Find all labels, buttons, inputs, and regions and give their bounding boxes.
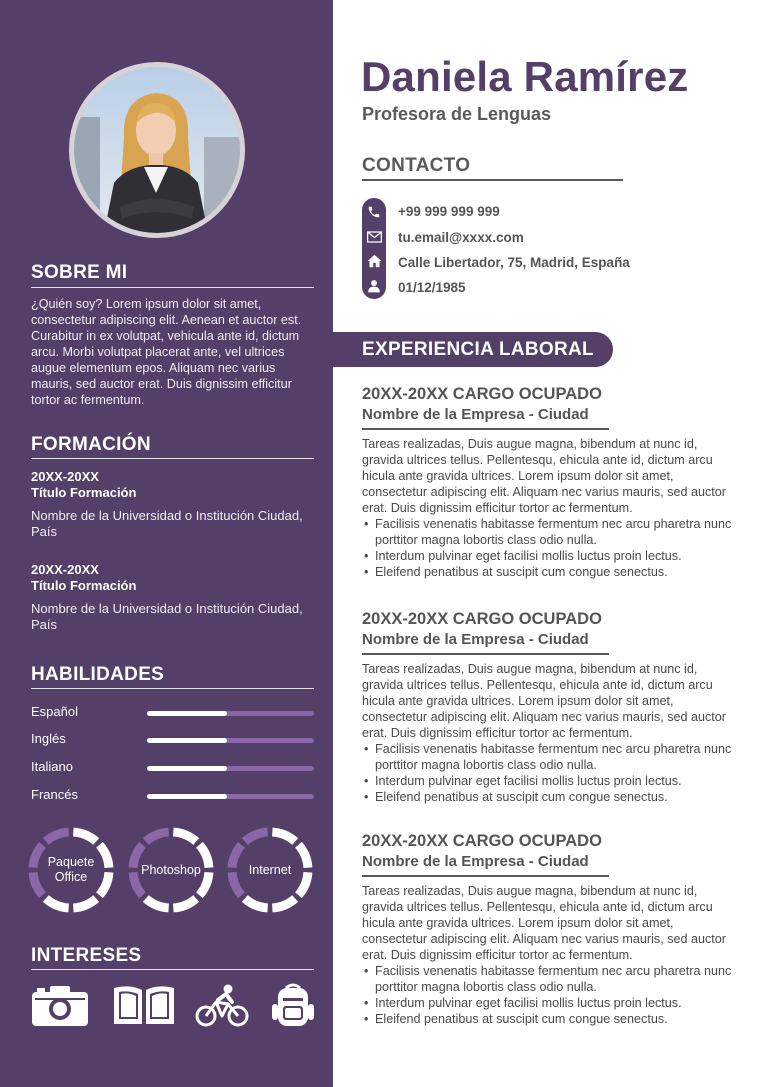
skill-label: Francés (31, 787, 78, 802)
sidebar (0, 0, 333, 1087)
education-heading: FORMACIÓN (31, 434, 151, 455)
profile-portrait-image (74, 67, 240, 233)
education-item (31, 562, 316, 633)
about-heading: SOBRE MI (31, 262, 128, 283)
skill-bar-track (147, 766, 314, 771)
home-icon (362, 249, 386, 273)
education-period: 20XX-20XX (31, 562, 99, 577)
job-bullet: • Eleifend penatibus at suscipit cum congue senectus. (362, 1011, 732, 1027)
job-company: Nombre de la Empresa - Ciudad (362, 406, 589, 423)
book-icon (112, 982, 172, 1028)
job-bullet: • Facilisis venenatis habitasse fermentum nec arcu pharetra nunc porttitor magna lobortis class odio nulla. (362, 741, 732, 773)
skill-row-english (31, 731, 314, 749)
skill-bar-fill (147, 766, 227, 771)
job-title: 20XX-20XX CARGO OCUPADO (362, 610, 602, 628)
skill-label: Inglés (31, 731, 66, 746)
job-company: Nombre de la Empresa - Ciudad (362, 631, 589, 648)
job-description: Tareas realizadas, Duis augue magna, bibendum at nunc id, gravida ultrices tellus. Pellentesqu, ehicula ante id, dictum arcu hicula ante gravida ultrices. Lorem ipsum dolor sit amet, consectetur adipiscing elit. Aliquam nec varius mauris, sed auctor erat. Duis dignissim efficitur tortor ac fermentum. (362, 883, 726, 962)
job-title: 20XX-20XX CARGO OCUPADO (362, 832, 602, 850)
cycling-icon (194, 982, 254, 1028)
skill-row-italian (31, 759, 314, 777)
skill-bar-track (147, 794, 314, 799)
skills-divider (31, 688, 314, 689)
experience-heading: EXPERIENCIA LABORAL (362, 339, 594, 360)
contact-address: Calle Libertador, 75, Madrid, España (398, 255, 630, 270)
skill-bar-track (147, 738, 314, 743)
contact-email: tu.email@xxxx.com (398, 230, 524, 245)
interests-heading: INTERESES (31, 945, 142, 966)
skill-ring-label: Internet (248, 862, 292, 877)
skill-label: Español (31, 704, 78, 719)
job-bullet: • Facilisis venenatis habitasse fermentum nec arcu pharetra nunc porttitor magna lobortis class odio nulla. (362, 516, 732, 548)
job-divider (362, 428, 609, 430)
skill-bar-fill (147, 711, 227, 716)
experience-heading-banner (333, 332, 613, 367)
education-item (31, 469, 316, 540)
education-divider (31, 458, 314, 459)
job-description: Tareas realizadas, Duis augue magna, bibendum at nunc id, gravida ultrices tellus. Pellentesqu, ehicula ante id, dictum arcu hicula ante gravida ultrices. Lorem ipsum dolor sit amet, consectetur adipiscing elit. Aliquam nec varius mauris, sed auctor erat. Duis dignissim efficitur tortor ac fermentum. (362, 436, 726, 515)
contact-icon-bar (362, 198, 386, 299)
contact-divider (362, 179, 623, 181)
job-divider (362, 875, 609, 877)
person-role: Profesora de Lenguas (362, 104, 552, 124)
skill-label: Italiano (31, 759, 73, 774)
profile-photo (69, 62, 245, 238)
job-bullets (362, 516, 732, 580)
job-bullets (362, 963, 732, 1027)
skill-ring-label: Paquete Office (47, 855, 95, 884)
skill-ring-internet (226, 826, 314, 914)
skill-ring-label: Photoshop (141, 862, 201, 877)
job-bullet: • Interdum pulvinar eget facilisi mollis luctus proin lectus. (362, 548, 732, 564)
job-entry (362, 609, 732, 805)
job-divider (362, 653, 609, 655)
skill-bar-fill (147, 738, 227, 743)
education-institution: Nombre de la Universidad o Institución Ciudad, País (31, 508, 303, 539)
phone-icon (362, 200, 386, 224)
user-icon (362, 274, 386, 298)
contact-heading: CONTACTO (362, 155, 471, 176)
job-entry (362, 831, 732, 1027)
contact-birthdate: 01/12/1985 (398, 280, 466, 295)
contact-phone: +99 999 999 999 (398, 204, 500, 219)
education-period: 20XX-20XX (31, 469, 99, 484)
mail-icon (362, 225, 386, 249)
job-bullet: • Eleifend penatibus at suscipit cum congue senectus. (362, 789, 732, 805)
job-entry (362, 384, 732, 580)
interests-divider (31, 969, 314, 970)
backpack-icon (270, 982, 330, 1028)
job-bullet: • Interdum pulvinar eget facilisi mollis luctus proin lectus. (362, 773, 732, 789)
job-description: Tareas realizadas, Duis augue magna, bibendum at nunc id, gravida ultrices tellus. Pellentesqu, ehicula ante id, dictum arcu hicula ante gravida ultrices. Lorem ipsum dolor sit amet, consectetur adipiscing elit. Aliquam nec varius mauris, sed auctor erat. Duis dignissim efficitur tortor ac fermentum. (362, 661, 726, 740)
skill-ring-office (27, 826, 115, 914)
camera-icon (30, 982, 90, 1028)
skill-row-french (31, 787, 314, 805)
job-bullets (362, 741, 732, 805)
job-bullet: • Facilisis venenatis habitasse fermentum nec arcu pharetra nunc porttitor magna lobortis class odio nulla. (362, 963, 732, 995)
education-institution: Nombre de la Universidad o Institución Ciudad, País (31, 601, 303, 632)
about-divider (31, 287, 314, 288)
person-name: Daniela Ramírez (361, 53, 689, 100)
education-title: Título Formación (31, 578, 137, 593)
skill-row-spanish (31, 704, 314, 722)
skill-bar-fill (147, 794, 227, 799)
job-company: Nombre de la Empresa - Ciudad (362, 853, 589, 870)
skills-heading: HABILIDADES (31, 664, 165, 685)
education-title: Título Formación (31, 485, 137, 500)
job-bullet: • Interdum pulvinar eget facilisi mollis luctus proin lectus. (362, 995, 732, 1011)
skill-bar-track (147, 711, 314, 716)
job-bullet: • Eleifend penatibus at suscipit cum congue senectus. (362, 564, 732, 580)
job-title: 20XX-20XX CARGO OCUPADO (362, 385, 602, 403)
skill-ring-photoshop (127, 826, 215, 914)
about-text: ¿Quién soy? Lorem ipsum dolor sit amet, consectetur adipiscing elit. Aenean et auctor est. Curabitur in ex volutpat, vehicula ante id, dictum arcu. Morbi volutpat placerat ante, vel ultrices augue elementum epos. Aliquam nec varius mauris, sed auctor erat. Duis dignissim efficitur tortor ac fermentum. (31, 297, 302, 407)
